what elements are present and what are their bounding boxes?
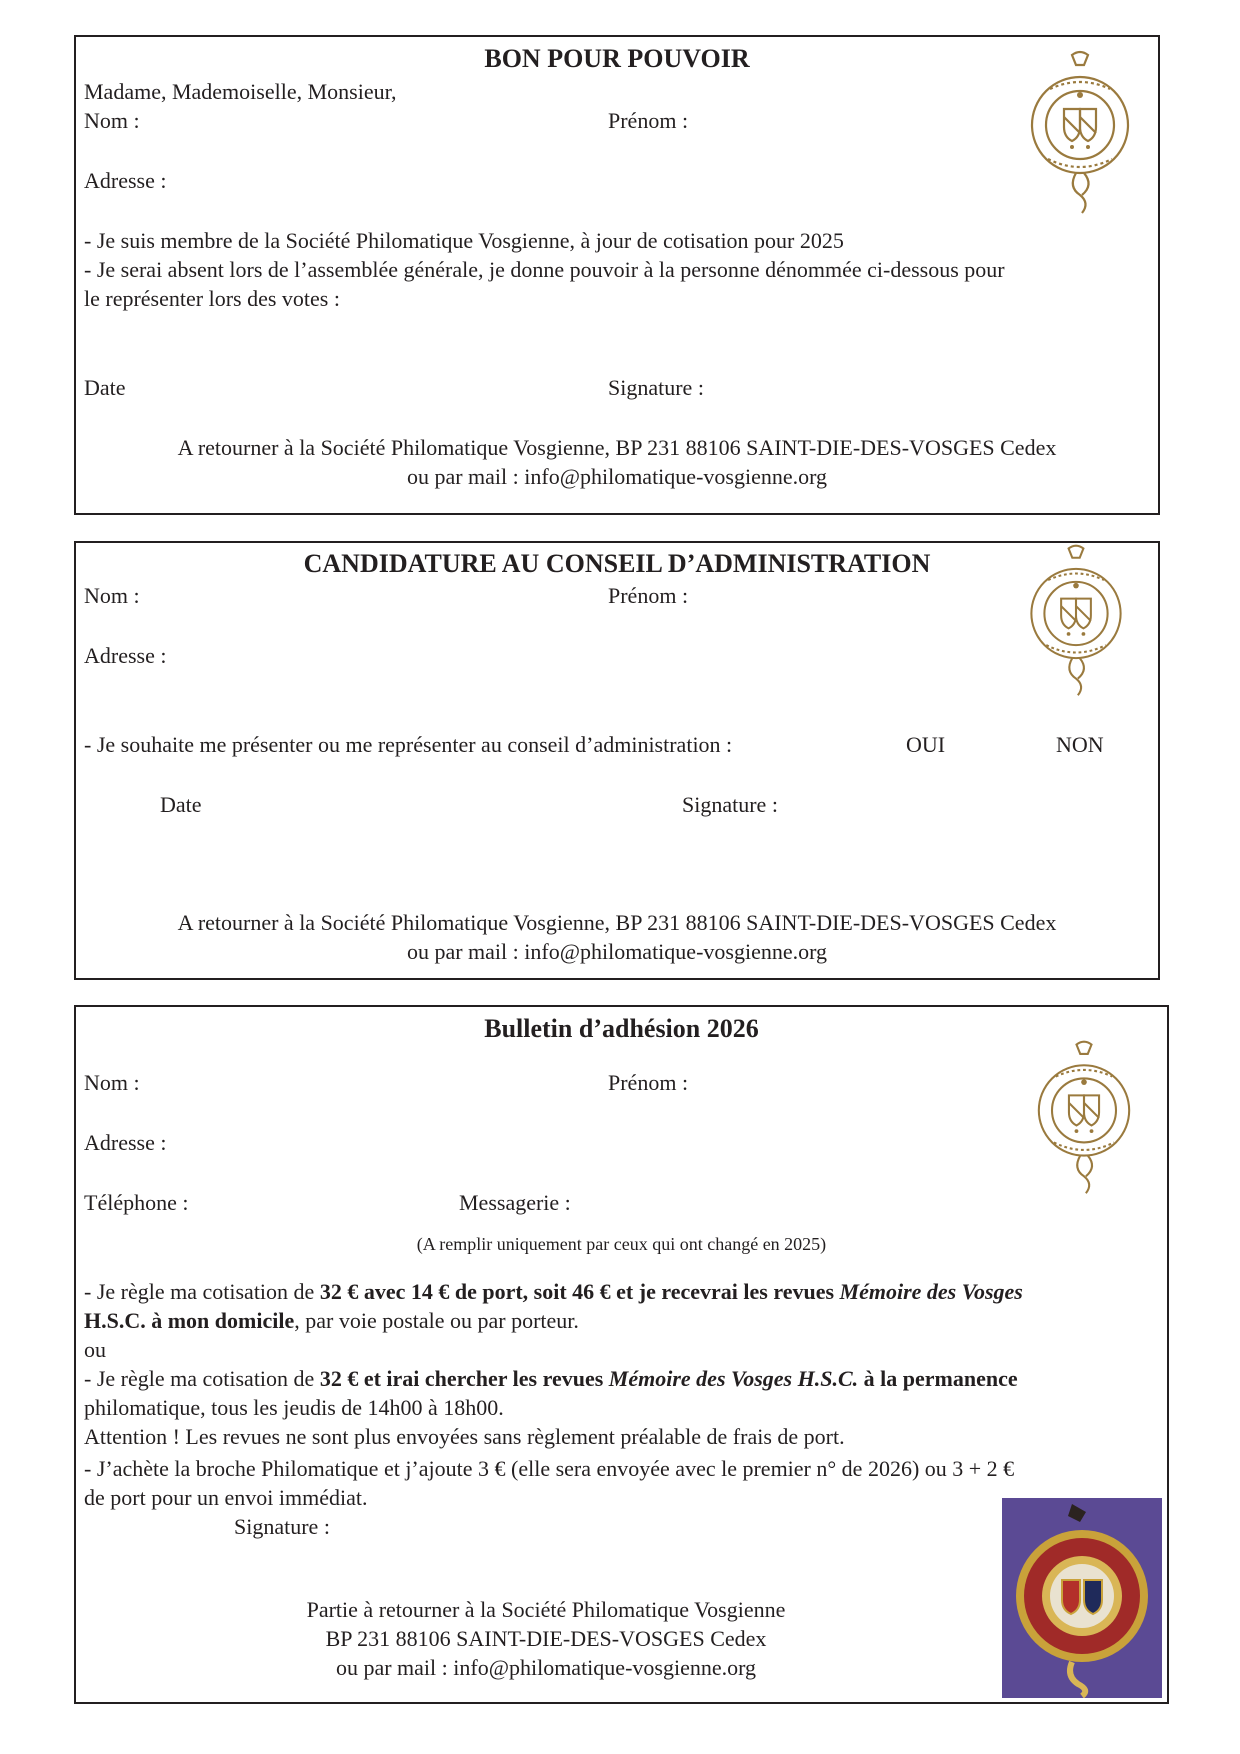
- candidature-adresse-label: Adresse :: [84, 643, 167, 668]
- procuration-salutation: Madame, Mademoiselle, Monsieur,: [84, 79, 397, 104]
- candidature-non-option[interactable]: NON: [1056, 732, 1104, 757]
- candidature-return-address: A retourner à la Société Philomatique Vosgienne, BP 231 88106 SAINT-DIE-DES-VOSGES Cedex: [177, 910, 1057, 935]
- adhesion-messagerie-label: Messagerie :: [459, 1190, 571, 1215]
- procuration-adresse-label: Adresse :: [84, 168, 167, 193]
- adhesion-nom-label: Nom :: [84, 1070, 140, 1095]
- candidature-signature-label: Signature :: [682, 792, 778, 817]
- seal-emblem-icon: [1024, 1037, 1144, 1197]
- procuration-return-mail: ou par mail : info@philomatique-vosgienne.org: [406, 464, 828, 489]
- adhesion-option-permanence-line1: - Je règle ma cotisation de 32 € et irai chercher les revues Mémoire des Vosges H.S.C. à la permanence: [84, 1366, 1018, 1391]
- candidature-title: CANDIDATURE AU CONSEIL D’ADMINISTRATION: [303, 549, 931, 578]
- candidature-form: [74, 541, 1160, 980]
- adhesion-return-line2: BP 231 88106 SAINT-DIE-DES-VOSGES Cedex: [325, 1626, 767, 1651]
- procuration-statement-absent: - Je serai absent lors de l’assemblée générale, je donne pouvoir à la personne dénommée ci-dessous pour: [84, 257, 1005, 282]
- seal-emblem-icon: [1020, 541, 1132, 699]
- adhesion-note: (A remplir uniquement par ceux qui ont changé en 2025): [416, 1234, 827, 1254]
- adhesion-broche-line2: de port pour un envoi immédiat.: [84, 1485, 368, 1510]
- procuration-date-label: Date: [84, 375, 126, 400]
- adhesion-prenom-label: Prénom :: [608, 1070, 689, 1095]
- candidature-date-label: Date: [160, 792, 202, 817]
- procuration-return-address: A retourner à la Société Philomatique Vosgienne, BP 231 88106 SAINT-DIE-DES-VOSGES Cedex: [177, 435, 1057, 460]
- procuration-statement-membre: - Je suis membre de la Société Philomatique Vosgienne, à jour de cotisation pour 2025: [84, 228, 844, 253]
- adhesion-title: Bulletin d’adhésion 2026: [484, 1014, 759, 1043]
- candidature-return-mail: ou par mail : info@philomatique-vosgienne.org: [406, 939, 828, 964]
- adhesion-form: [74, 1005, 1169, 1704]
- broche-pin-icon: [1002, 1498, 1162, 1698]
- adhesion-ou: ou: [84, 1337, 106, 1362]
- candidature-prenom-label: Prénom :: [608, 583, 689, 608]
- broche-photo: [1002, 1498, 1162, 1698]
- procuration-signature-label: Signature :: [608, 375, 704, 400]
- adhesion-attention: Attention ! Les revues ne sont plus envoyées sans règlement préalable de frais de port.: [84, 1424, 845, 1449]
- procuration-prenom-label: Prénom :: [608, 108, 689, 133]
- adhesion-adresse-label: Adresse :: [84, 1130, 167, 1155]
- adhesion-option-permanence-line2: philomatique, tous les jeudis de 14h00 à 18h00.: [84, 1395, 504, 1420]
- adhesion-return-line1: Partie à retourner à la Société Philomatique Vosgienne: [306, 1597, 786, 1622]
- adhesion-telephone-label: Téléphone :: [84, 1190, 189, 1215]
- candidature-nom-label: Nom :: [84, 583, 140, 608]
- procuration-form: [74, 35, 1160, 515]
- adhesion-option-domicile-line1: - Je règle ma cotisation de 32 € avec 14 € de port, soit 46 € et je recevrai les revues Mémoire des Vosges: [84, 1279, 1023, 1304]
- candidature-statement: - Je souhaite me présenter ou me représenter au conseil d’administration :: [84, 732, 733, 757]
- adhesion-broche-line1: - J’achète la broche Philomatique et j’ajoute 3 € (elle sera envoyée avec le premier n° de 2026) ou 3 + 2 €: [84, 1456, 1015, 1481]
- adhesion-option-domicile-line2: H.S.C. à mon domicile, par voie postale ou par porteur.: [84, 1308, 579, 1333]
- procuration-title: BON POUR POUVOIR: [484, 44, 750, 73]
- adhesion-signature-label: Signature :: [234, 1514, 330, 1539]
- procuration-statement-votes: le représenter lors des votes :: [84, 286, 340, 311]
- procuration-nom-label: Nom :: [84, 108, 140, 133]
- candidature-oui-option[interactable]: OUI: [906, 732, 946, 757]
- adhesion-return-line3: ou par mail : info@philomatique-vosgienne.org: [335, 1655, 757, 1680]
- seal-emblem-icon: [1020, 47, 1140, 217]
